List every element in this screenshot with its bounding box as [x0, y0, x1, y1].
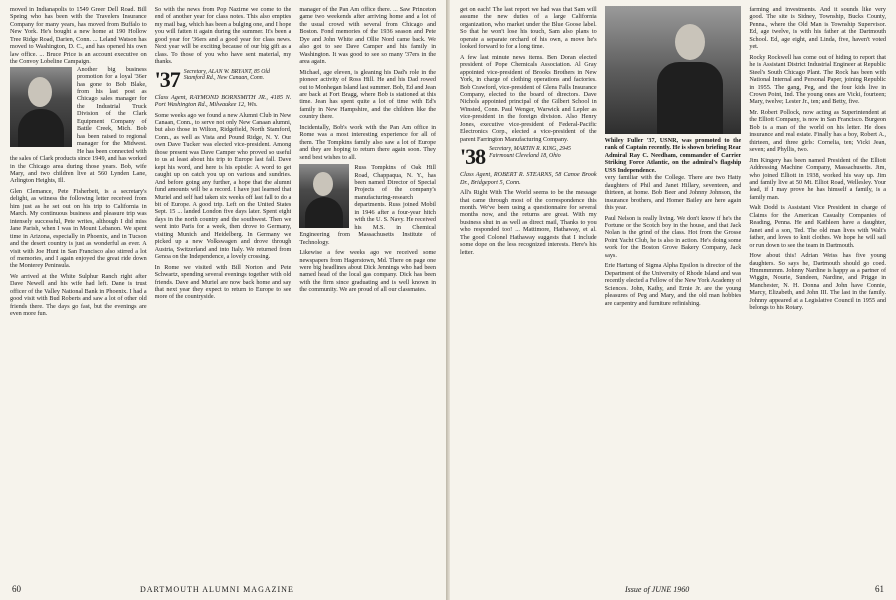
right-col3-text2: Rocky Rockwell has come out of hiding to report that he is Assistant District Industrial Engineer at Republic Steel's South Chicago Plant. The Rock has been with National Internal and Personal Paper, joining Republic in 1955. The gang, Peg, and the four kids live in Crown Point, Ind. The young ones are Vicki, fourteen; Mary, twelve; Lester Jr., ten; and Betty, five. [749, 53, 887, 106]
right-col2-text2: Paul Nelson is really living. We don't know if he's the Fortune or the Scotch boy in the house, and that Jack Nolan is the grind of the class. Hot from the Grosse Point Yacht Club, he is also in action. He's doing some work for the Boston Grove Bakery Company, Jack says. [604, 214, 742, 259]
right-col1-text2: A few last minute news items. Ben Doran elected president of Pope Chemicals Association. Al Gray appointed vice-president of Brooks Brothers in New York, in charge of clothing operations and factories. Bob Crawford, vice-president of Glens Falls Insurance Company, elected to the board of directors. Dave Nichols appointed principal of the Gilbert School in Winsted, Conn. Paul Wenger, Warwick and Lepler as vice-president in the foreign division. Also Henry Jones, executive vice-president of Federal-Pacific Electronics Corp., elected a vice-president of the parent Farrington Manufacturing Company. [460, 53, 597, 143]
right-col3-text6: How about this! Adrian Weiss has five young daughters. So says he, Dartmouth should go coed. Hmmmmmm. Johnny Nardine is happy as a partner of Wiggin, Nourie, Sundeen, Nardine, and Prigge in Manchester, N. H. Donna and John have Connie, Marcy, Elizabeth, and John III. The last in the family. Johnny appeared at a Legislative Council in 1955 and belongs to his Rotary. [749, 252, 887, 312]
left-col3-text3: Incidentally, Bob's work with the Pan Am office in Rome was a most interesting experience for all of them. The Tompkins family also saw a lot of Europe and they are hoping to return there again soon. They send best wishes to all. [299, 123, 437, 161]
right-col2-text1: very familiar with the College. There are two Hatty daughters of Phil and Janet Hillary, seventeen, and thirteen, at home. Bob Beer and Johnny Johnson, the insurance brothers, and Homer Bailey are here again this year. [604, 174, 742, 212]
left-column-3 [299, 6, 436, 578]
class-37-agent: Class Agent, RAYMOND BORNSMITH JR., 4185 N. Port Washington Rd., Milwaukee 12, Wis. [154, 93, 292, 109]
whiley-fuller-caption: Whiley Fuller '37, USNR, was promoted to the rank of Captain recently. He is shown briefing Rear Admiral Ray C. Needham, commander of Carrier Striking Force Atlantic, on the admiral's flagship USS Independence. [604, 137, 742, 174]
whiley-fuller-photo [605, 6, 742, 134]
left-col2-text3: In Rome we visited with Bill Norton and Pete Schwartz, spending several evenings together with old friends. Dave and Muriel are now back home and say that next year they expect to return to Europe to see more of the countryside. [154, 263, 292, 301]
right-page-footer: Issue of JUNE 1960 [625, 585, 690, 594]
class-37-header [154, 66, 292, 92]
class-37-secretary: Secretary, ALAN W. BRYANT, 85 Old Stamford Rd., New Canaan, Conn. [183, 68, 270, 82]
class-38-header [460, 146, 597, 168]
right-column-2 [605, 6, 742, 578]
left-col3-text4: Likewise a few weeks ago we received some newspapers from Hagerstown, Md. There on page one were big headlines about Dick Jennings who had been named head of the local gas company. Dick has been with the firm since graduating and is well known in the community. We are proud of all our classmates. [299, 249, 437, 294]
russ-tompkins-caption: Russ Tompkins of Oak Hill Road, Chappaqua, N. Y., has been named Director of Special Projects of the company's manufacturing-research departments. Russ joined Mobil in 1946 after a four-year hitch with the U. S. Navy. He received his M.S. in Chemical Engineering from Massachusetts Institute of Technology. [299, 164, 437, 246]
right-page-number: 61 [875, 584, 884, 594]
class-37-number: '37 [154, 66, 180, 92]
left-col1-after-photo: Glen Clemance, Pete Fisherbeit, is a secretary's delight, as witness the following letter received from him just as he set out on his trip to California in March. My continuous business and pleasure trip was intensely successful, Pete writes, although I did miss Jane Parish, when I was in Mount Lebanon. We spent time in Arizona, especially in Phoenix, and in Tucson and the desert country is just as wonderful as ever. A visit with Joe Hunt in San Francisco also stirred a lot of memories, and I again enjoyed the great ride down the Monterey Peninsula. [10, 187, 147, 270]
right-column-1 [460, 6, 597, 578]
bob-blake-photo [10, 67, 72, 147]
left-col1-before-photo: Another big business promotion for a loyal '36er has gone to Bob Blake, from his last post as Chicago sales manager for the Industrial Truck Division of the Clark Equipment Company of Battle Creek, Mich. Bob has been raised to regional manager for the Midwest. He has been connected with the sales of Clark products since 1949, and has worked in the Chicago area during those years. Bob, wife Mary, and two children live at 560 Lynden Lane, Arlington Heights, Ill. [10, 65, 147, 185]
left-column-1 [10, 6, 147, 578]
right-col3-text3: Mr. Robert Pollock, now acting as Superintendent at the Elliott Company, is now in San Francisco. Burgeon Bob is a man of the world on his letter. He does insurance and real estate. Finally has a boy, Robert A., thirteen, and three girls: Cornelia, ten; Vicki Jean, seven; and Phyllis, two. [749, 108, 887, 154]
class-38-secretary: Secretary, MARTIN R. KING, 2945 Fairmount Cleveland 18, Ohio [489, 146, 571, 159]
class-38-agent: Class Agent, ROBERT R. STEARNS, 58 Canoe Brook Dr., Bridgeport 5, Conn. [460, 171, 597, 186]
class-38-number: '38 [460, 144, 486, 170]
left-col3-text2: Michael, age eleven, is gleaning his Dad's role in the pioneer activity of Ross Hill. He and his Dad rowed out to Monhegan Island last summer. Bob, Ed and Jean are back at Fort Bragg, where Bob is stationed at this time. Jean has spent quite a lot of time with Ed's family in New Hampshire, and the children like the country there. [299, 68, 437, 121]
right-col3-text4: Jim Kingery has been named President of the Elliott Addressing Machine Company, Massachusetts. Jim, who joined Elliott in 1938, worked his way up. Jim and family live at 50 Mt. Elliot Road, Wellesley. Your lead, if I may prove he has himself a family, is a family man. [749, 156, 887, 201]
right-col3-text5: Walt Dodd is Assistant Vice President in charge of Claims for the American Casualty Companies of Reading, Penna. He and Kathleen have a daughter, Janet and a son, Ted. The old man lives with Walt's father, and loves to knit clothes. We hope he will sail or run down to see the team in Dartmouth. [749, 204, 887, 249]
right-page-columns [460, 6, 886, 578]
russ-tompkins-photo [299, 164, 349, 228]
right-col1-text3: All's Right With The World seems to be the message that came through most of the correspondence this month. We've been using a questionnaire for several months now, and the returns are great. With my business shut in as well as direct mail, Thanks to you who responded too! ... Mattimore, Hathaway, et al. The good Colonel Hathaway suggests that I include some dope on the less recognized interests. Here's his letter. [460, 189, 597, 256]
left-col3-text1: manager of the Pan Am office there. ... Saw Princeton game two weekends after arriving home and a lot of the usual crowd with several from Chicago and Boston. Fond memories of the 1936 season and Pete Dye and John White and Ollie Nord came back. We also got to see Dave Camper and his family in Washington. It was good to see so many '37ers in the area again. [299, 6, 437, 66]
left-col2-text1: So with the news from Pop Nazirne we come to the end of another year for class notes. This also empties my mail bag, which has been a bulging one, and I hope you will fatten it again during the summer. It's been a good year for '36ers and a good year for class news. Next year will be exciting because of our big gift as a class. To those of you who have sent material, my thanks. [154, 6, 292, 66]
left-page-number: 60 [12, 584, 21, 594]
right-col3-text1: farming and investments. And it sounds like very good. The site is Sidney, Township, Bucks County, Penna., where the Old Man is Township Supervisor. Ed, age twelve, is with his father at the Dartmouth School. Ed, age eight, and Linda, five, haven't voted yet. [749, 6, 887, 51]
left-page-footer: DARTMOUTH ALUMNI MAGAZINE [140, 585, 294, 594]
left-page-columns [10, 6, 436, 578]
right-col1-text1: get on each! The last report we had was that Sam will assume the new duties of a large California organization, who market under the Blue Goose label. So that he won't lose his touch, Sam also plans to operate a separate orchard of his own, a move he's looked forward to for a long time. [460, 6, 597, 51]
right-col2-text3: Erie Hartung of Sigma Alpha Epsilon is director of the Department of the University of Rhode Island and was recently elected a Fellow of the New York Academy of Sciences. John, Kathy, and Ernie Jr. are the young pleasures of Peg and Mary, and the old man hobbies are carpentry and furniture refinishing. [604, 262, 742, 307]
left-col1-intro: moved in Indianapolis to 1549 Greer Dell Road. Bill Speing who has been with the Travelers Insurance Company for many years, has moved from Buffalo to New York. He's bought a new home at 190 Hollow Tree Ridge Road, Darien, Conn. ... Leland Watson has moved to Washington, D. C., and has opened his own law office. ... Bruce Price is an account executive on the Convoy Lobeline Campaign. [10, 6, 147, 66]
left-page [0, 0, 446, 600]
left-column-2 [155, 6, 292, 578]
left-col1-more: We arrived at the White Sulphur Ranch right after Dave Newell and his wife had left. Dane is trust officer of the Valley National Bank in Phoenix. I had a good visit with Bud Roberts and saw a lot of other old friends there. The days go fast, but the evenings are even more fun. [10, 272, 147, 318]
right-column-3 [749, 6, 886, 578]
left-col2-text2: Some weeks ago we found a new Alumni Club in New Canaan, Conn., to serve not only New Canaan alumni, but also those in Wilton, Ridgefield, North Stamford, Conn., as well as Vista and Pound Ridge, N. Y. Our own Dave Tucker was elected vice-president. Among those present was Dave Camper who proved so useful to us at least about his trip to Europe last fall. Dave kept his word, and here is his epistle: A word to get caught up on catch you up on various and sundries. And before going any further, a hope that the alumni fund amounts will be a record. I have just learned that Muriel and self had taken six weeks off last fall to do a bit of Europe. A good trip. Left on the United States Sept. 15 ... landed London five days later. Spent eight days in the north country and the southwest. Then we went into Paris for a week, then drove to Germany, visiting Munich and Heidelberg. In Germany we picked up a new Volkswagen and drove through Austria, Switzerland and into Italy. We returned from Genoa on the Independence, a lovely crossing. [154, 111, 292, 261]
right-page [450, 0, 896, 600]
